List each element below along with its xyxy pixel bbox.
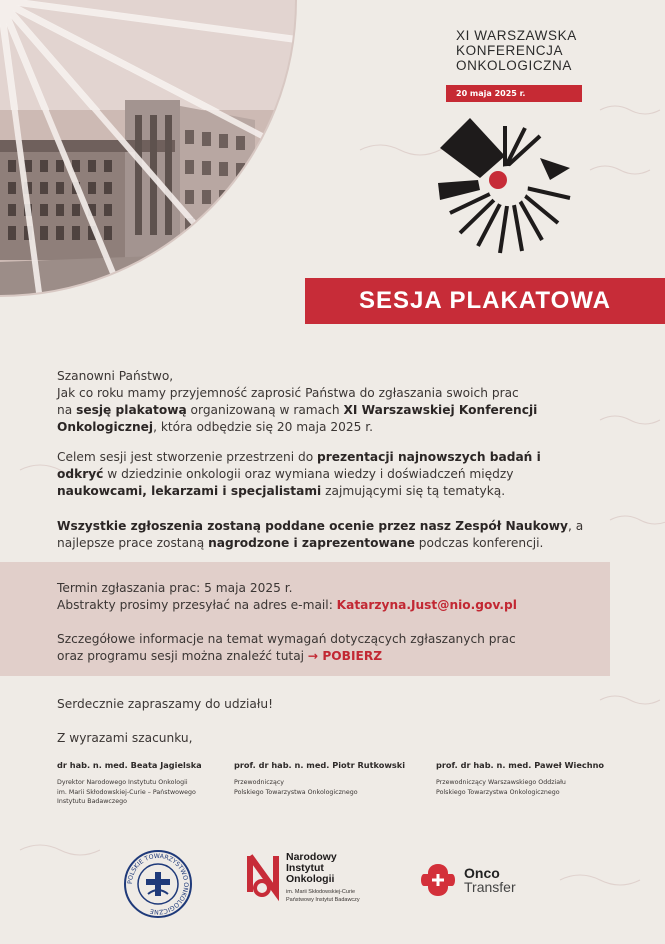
onco-word: Onco [464,865,500,881]
signature-role: Dyrektor Narodowego Instytutu Onkologii im. Marii Skłodowskiej-Curie – Państwowego Instytutu Badawczego [57,779,196,805]
paragraph-2: Celem sesji jest stworzenie przestrzeni do prezentacji najnowszych badań i odkryć w dziedzinie onkologii oraz wymiana wiedzy i doświadczeń między naukowcami, lekarzami i specjalistami zajmującymi się tą tematyką. [57,450,541,498]
paragraph-1: Jak co roku mamy przyjemność zaprosić Państwa do zgłaszania swoich prac na sesję plakatową organizowaną w ramach XI Warszawskiej Konferencji Onkologicznej, która odbędzie się 20 maja 2025 r. [57,386,538,434]
signature-name: prof. dr hab. n. med. Piotr Rutkowski [234,760,406,770]
pto-ring-text: POLSKIE TOWARZYSTWO ONKOLOGICZNE [126,852,190,916]
nio-name: Onkologii [286,873,335,885]
conference-title-line: ONKOLOGICZNA [456,58,572,73]
details-line-2: oraz programu sesji można znaleźć tutaj → POBIERZ [57,649,383,663]
greeting: Szanowni Państwo, [57,369,174,383]
conference-title-line: XI WARSZAWSKA [456,28,577,43]
nio-name: Instytut [286,862,324,874]
nio-subtitle: Państwowy Instytut Badawczy [286,897,360,903]
signature-1 [57,760,257,807]
nio-name: Narodowy [286,851,337,863]
download-link[interactable]: → POBIERZ [307,649,383,663]
signature-2 [234,760,434,797]
email-line: Abstrakty prosimy przesyłać na adres e-mail: Katarzyna.Just@nio.gov.pl [57,598,517,612]
nio-logo-icon [246,852,282,902]
onco-transfer-logo [418,860,516,900]
email-link[interactable]: Katarzyna.Just@nio.gov.pl [336,598,517,612]
signature-name: prof. dr hab. n. med. Paweł Wiechno [436,760,605,770]
details-line-1: Szczegółowe informacje na temat wymagań dotyczących zgłaszanych prac [57,632,516,646]
deadline: Termin zgłaszania prac: 5 maja 2025 r. [57,581,293,595]
onco-transfer-icon [418,860,458,900]
conference-title-line: KONFERENCJA [456,43,564,58]
building-illustration [0,0,310,300]
nio-logo [246,852,360,904]
submission-info [57,580,617,665]
conference-logo-icon [430,108,580,258]
pto-logo-icon [122,848,194,920]
nio-subtitle: im. Marii Skłodowskiej-Curie [286,889,356,895]
signature-role: Przewodniczący Polskiego Towarzystwa Onkologicznego [234,779,358,796]
conference-date: 20 maja 2025 r. [446,85,582,102]
session-banner: SESJA PLAKATOWA [305,278,665,324]
paragraph-3: Wszystkie zgłoszenia zostaną poddane ocenie przez nasz Zespół Naukowy, a najlepsze prace zostaną nagrodzone i zaprezentowane podczas konferencji. [57,519,584,550]
invite: Serdecznie zapraszamy do udziału! [57,697,273,711]
transfer-word: Transfer [464,879,516,895]
signature-name: dr hab. n. med. Beata Jagielska [57,760,202,770]
conference-title [456,28,577,73]
signature-role: Przewodniczący Warszawskiego Oddziału Polskiego Towarzystwa Onkologicznego [436,779,566,796]
letter-intro [57,368,617,436]
signature-3 [436,760,636,797]
regards: Z wyrazami szacunku, [57,731,193,745]
